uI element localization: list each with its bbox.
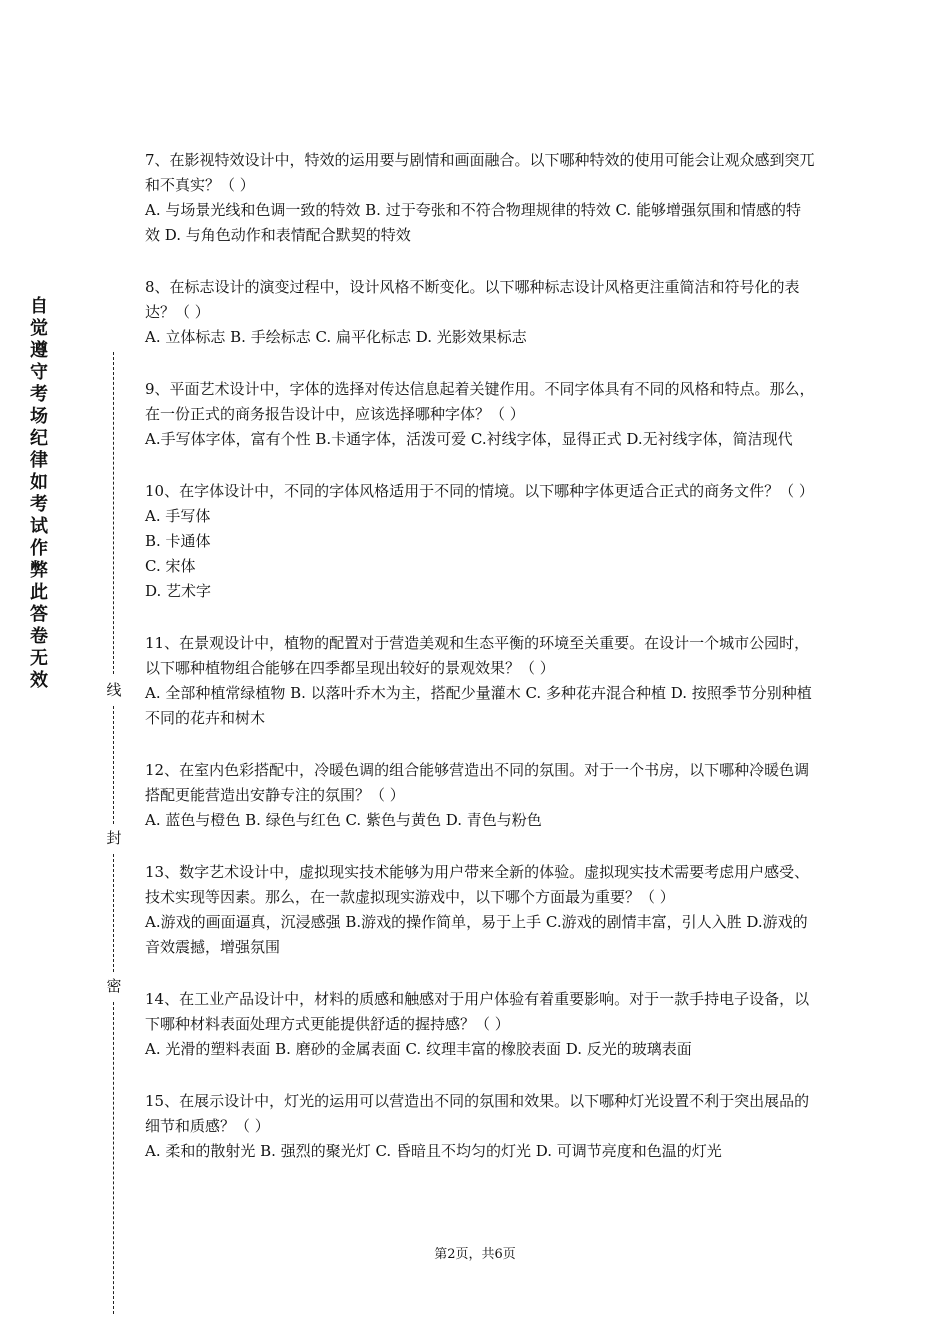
question-stem: 9、平面艺术设计中，字体的选择对传达信息起着关键作用。不同字体具有不同的风格和特点。那么，在一份正式的商务报告设计中，应该选择哪种字体？（ ） bbox=[145, 380, 815, 423]
question-7 bbox=[145, 148, 815, 248]
question-12 bbox=[145, 758, 815, 833]
question-8 bbox=[145, 275, 815, 350]
question-options: A. 全部种植常绿植物 B. 以落叶乔木为主，搭配少量灌木 C. 多种花卉混合种植 D. 按照季节分别种植不同的花卉和树木 bbox=[145, 684, 812, 727]
question-option-c: C. 宋体 bbox=[145, 557, 196, 575]
question-10 bbox=[145, 479, 815, 604]
question-stem: 15、在展示设计中，灯光的运用可以营造出不同的氛围和效果。以下哪种灯光设置不利于突出展品的细节和质感？（ ） bbox=[145, 1092, 810, 1135]
question-stem: 11、在景观设计中，植物的配置对于营造美观和生态平衡的环境至关重要。在设计一个城市公园时，以下哪种植物组合能够在四季都呈现出较好的景观效果？（ ） bbox=[145, 634, 810, 677]
page-number: 第2页，共6页 bbox=[434, 1247, 516, 1262]
question-options: A.游戏的画面逼真，沉浸感强 B.游戏的操作简单，易于上手 C.游戏的剧情丰富，引人入胜 D.游戏的音效震撼，增强氛围 bbox=[145, 913, 808, 956]
binding-dashed-line-lower bbox=[113, 854, 114, 972]
question-options: A. 蓝色与橙色 B. 绿色与红色 C. 紫色与黄色 D. 青色与粉色 bbox=[145, 811, 542, 829]
question-list bbox=[145, 148, 815, 1191]
question-options: A. 立体标志 B. 手绘标志 C. 扁平化标志 D. 光影效果标志 bbox=[145, 328, 527, 346]
binding-mark-seal: 封 bbox=[104, 828, 124, 848]
question-option-b: B. 卡通体 bbox=[145, 532, 211, 550]
question-stem: 8、在标志设计的演变过程中，设计风格不断变化。以下哪种标志设计风格更注重简洁和符号化的表达？（ ） bbox=[145, 278, 800, 321]
question-stem: 13、数字艺术设计中，虚拟现实技术能够为用户带来全新的体验。虚拟现实技术需要考虑用户感受、技术实现等因素。那么，在一款虚拟现实游戏中，以下哪个方面最为重要？（ ） bbox=[145, 863, 810, 906]
question-15 bbox=[145, 1089, 815, 1164]
question-stem: 12、在室内色彩搭配中，冷暖色调的组合能够营造出不同的氛围。对于一个书房，以下哪种冷暖色调搭配更能营造出安静专注的氛围？（ ） bbox=[145, 761, 810, 804]
binding-dashed-line-top bbox=[113, 352, 114, 674]
question-9 bbox=[145, 377, 815, 452]
question-option-d: D. 艺术字 bbox=[145, 582, 212, 600]
question-13 bbox=[145, 860, 815, 960]
question-stem: 10、在字体设计中，不同的字体风格适用于不同的情境。以下哪种字体更适合正式的商务文件？（ ） bbox=[145, 482, 814, 500]
binding-mark-secret: 密 bbox=[104, 976, 124, 996]
question-options: A. 柔和的散射光 B. 强烈的聚光灯 C. 昏暗且不均匀的灯光 D. 可调节亮度和色温的灯光 bbox=[145, 1142, 722, 1160]
exam-discipline-notice: 自觉遵守考场纪律如考试作弊此答卷无效 bbox=[30, 296, 48, 691]
question-stem: 7、在影视特效设计中，特效的运用要与剧情和画面融合。以下哪种特效的使用可能会让观众感到突兀和不真实？（ ） bbox=[145, 151, 815, 194]
binding-mark-line: 线 bbox=[104, 680, 124, 700]
question-14 bbox=[145, 987, 815, 1062]
question-options: A. 与场景光线和色调一致的特效 B. 过于夸张和不符合物理规律的特效 C. 能够增强氛围和情感的特效 D. 与角色动作和表情配合默契的特效 bbox=[145, 201, 801, 244]
binding-dashed-line-bottom bbox=[113, 1002, 114, 1314]
question-11 bbox=[145, 631, 815, 731]
question-stem: 14、在工业产品设计中，材料的质感和触感对于用户体验有着重要影响。对于一款手持电子设备，以下哪种材料表面处理方式更能提供舒适的握持感？（ ） bbox=[145, 990, 810, 1033]
question-options: A. 光滑的塑料表面 B. 磨砂的金属表面 C. 纹理丰富的橡胶表面 D. 反光的玻璃表面 bbox=[145, 1040, 692, 1058]
question-option-a: A. 手写体 bbox=[145, 507, 211, 525]
binding-dashed-line-middle bbox=[113, 706, 114, 824]
question-options: A.手写体字体，富有个性 B.卡通字体，活泼可爱 C.衬线字体，显得正式 D.无衬线字体，简洁现代 bbox=[145, 430, 793, 448]
